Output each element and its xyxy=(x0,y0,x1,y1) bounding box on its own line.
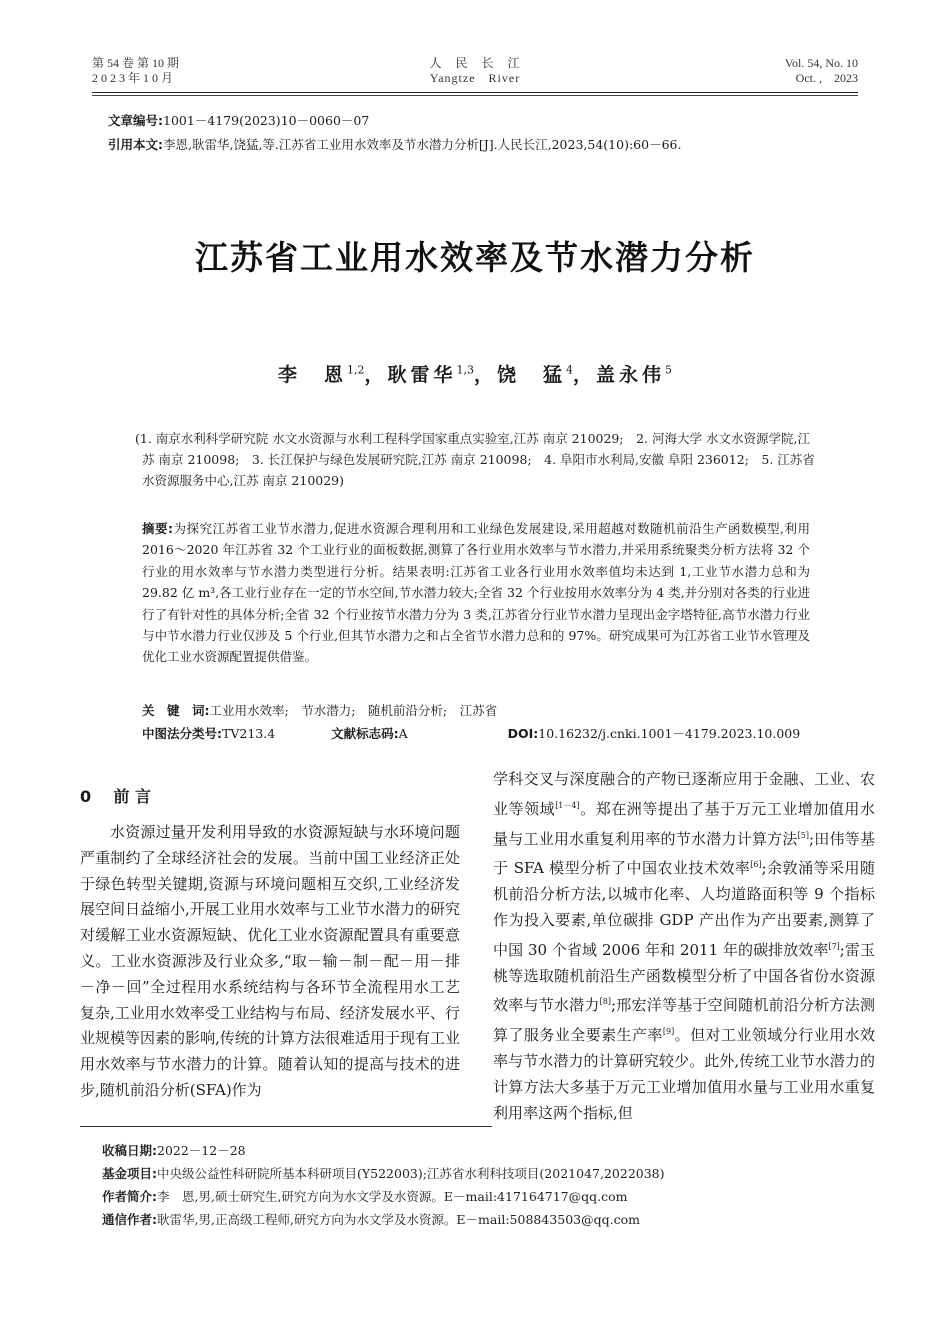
keywords xyxy=(142,701,810,719)
received-date xyxy=(102,1143,246,1159)
body-text: ;田伟等基于 SFA 模型分析了中国农业技术效率 xyxy=(493,829,875,878)
body-text: ;雷玉桃等选取随机前沿生产函数模型分析了中国各省份水资源效率与节水潜力 xyxy=(493,940,875,1015)
received-value: 2022－12－28 xyxy=(157,1143,246,1158)
abstract xyxy=(142,518,810,668)
author-separator: ， xyxy=(364,364,388,386)
citation xyxy=(108,137,681,153)
section-heading xyxy=(80,784,151,807)
issue-date-en: Oct. , 2023 xyxy=(795,71,858,85)
affiliations: (1. 南京水利科学研究院 水文水资源与水利工程科学国家重点实验室,江苏 南京 210029; 2. 河海大学 水文水资源学院,江苏 南京 210098; 3. 长江保护与绿色发展研究院,江苏 南京 210098; 4. 阜阳市水利局,安徽 阜阳 236012; 5. 江苏省水资源服务中心,江苏 南京 210029) xyxy=(135,431,815,488)
corresponding-label: 通信作者: xyxy=(102,1212,157,1227)
abstract-label: 摘要: xyxy=(142,521,173,536)
doc-code-value: A xyxy=(398,726,408,741)
article-number-label: 文章编号: xyxy=(108,113,163,128)
citation-value: 李恩,耿雷华,饶猛,等.江苏省工业用水效率及节水潜力分析[J].人民长江,2023,54(10):60－66. xyxy=(163,137,682,152)
author-separator: ， xyxy=(573,364,597,386)
author-name: 饶 猛 xyxy=(497,364,567,386)
body-text: ;余敦涌等采用随机前沿分析方法,以城市化率、人均道路面积等 9 个指标作为投入要素,单位碳排 GDP 产出作为产出要素,测算了中国 30 个省域 2006 年和 2011 年的碳排放效率 xyxy=(493,859,875,959)
author-affil: 1,2 xyxy=(346,363,365,377)
abstract-text: 为探究江苏省工业节水潜力,促进水资源合理利用和工业绿色发展建设,采用超越对数随机前沿生产函数模型,利用 2016～2020 年江苏省 32 个工业行业的面板数据,测算了各行业用水效率与节水潜力,并采用系统聚类分析方法将 32 个行业的用水效率与节水潜力类型进行分析。结果表明:江苏省工业各行业用水效率值均未达到 1,工业节水潜力总和为 29.82 亿 m³,各工业行业存在一定的节水空间,节水潜力较大;全省 32 个行业按用水效率分为 4 类,并分别对各类的行业进行了有针对性的具体分析;全省 32 个行业按节水潜力分为 3 类,江苏省分行业节水潜力呈现出金字塔特征,高节水潜力行业与中节水潜力行业仅涉及 5 个行业,但其节水潜力之和占全省节水潜力总和的 97%。研究成果可为江苏省工业节水管理及优化工业水资源配置提供借鉴。 xyxy=(142,521,810,665)
fund-value: 中央级公益性科研院所基本科研项目(Y522003);江苏省水利科技项目(2021047,2022038) xyxy=(157,1166,665,1181)
body-right-column xyxy=(493,767,875,1126)
body-left-column: 水资源过量开发利用导致的水资源短缺与水环境问题严重制约了全球经济社会的发展。当前中国工业经济正处于绿色转型关键期,资源与环境问题相互交织,工业经济发展空间日益缩小,开展工业用水效率与工业节水潜力的研究对缓解工业水资源短缺、优化工业水资源配置具有重要意义。工业水资源涉及行业众多,“取－输－制－配－用－排－净－回”全过程用水系统结构与各环节全流程用水工艺复杂,工业用水效率受工业结构与布局、经济发展水平、行业规模等因素的影响,传统的计算方法很难适用于现有工业用水效率与节水潜力的计算。随着认知的提高与技术的进步,随机前沿分析(SFA)作为 xyxy=(80,823,460,1099)
clc-value: TV213.4 xyxy=(222,726,276,741)
author-name: 盖永伟 xyxy=(596,364,666,386)
doc-code-label: 文献标志码: xyxy=(331,726,399,741)
section-title: 前 言 xyxy=(113,787,151,806)
header-rule-thin xyxy=(92,95,858,96)
volume-issue-en: Vol. 54, No. 10 xyxy=(784,56,858,70)
author-list xyxy=(92,360,858,387)
journal-issue xyxy=(92,56,292,86)
body-text: 。但对工业领域分行业用水效率与节水潜力的计算研究较少。此外,传统工业节水潜力的计算方法大多基于万元工业增加值用水量与工业用水重复利用率这两个指标,但 xyxy=(493,1026,875,1122)
received-label: 收稿日期: xyxy=(102,1143,157,1158)
journal-name-cn: 人 民 长 江 xyxy=(429,56,521,70)
author-bio-value: 李 恩,男,硕士研究生,研究方向为水文学及水资源。E－mail:417164717@qq.com xyxy=(157,1189,628,1204)
reference-marker: [7] xyxy=(828,941,840,951)
reference-marker: [8] xyxy=(599,997,611,1007)
article-number-value: 1001－4179(2023)10－0060－07 xyxy=(163,113,370,128)
author-name: 耿雷华 xyxy=(387,364,457,386)
body-text: 学科交叉与深度融合的产物已逐渐应用于金融、工业、农业等领域 xyxy=(493,770,875,818)
body-text: ;邢宏洋等基于空间随机前沿分析方法测算了服务业全要素生产率 xyxy=(493,996,875,1045)
author-name: 李 恩 xyxy=(277,364,347,386)
reference-marker: [5] xyxy=(797,830,809,840)
issue-date: 2 0 2 3 年 1 0 月 xyxy=(92,71,174,85)
doi-label: DOI: xyxy=(507,726,539,741)
reference-marker: [9] xyxy=(662,1027,675,1037)
author-bio-label: 作者简介: xyxy=(102,1189,157,1204)
keywords-value: 工业用水效率; 节水潜力; 随机前沿分析; 江苏省 xyxy=(209,703,498,718)
fund-label: 基金项目: xyxy=(102,1166,157,1181)
reference-marker: [1－4] xyxy=(555,800,580,810)
reference-marker: [6] xyxy=(750,860,762,870)
corresponding-value: 耿雷华,男,正高级工程师,研究方向为水文学及水资源。E－mail:508843503@qq.com xyxy=(157,1212,640,1227)
keywords-label: 关 键 词: xyxy=(142,703,210,718)
body-text: 。郑在洲等提出了基于万元工业增加值用水量与工业用水重复利用率的节水潜力计算方法 xyxy=(493,799,875,848)
clc-label: 中图法分类号: xyxy=(142,726,222,741)
author-bio xyxy=(102,1189,628,1205)
author-separator: ， xyxy=(473,364,497,386)
citation-label: 引用本文: xyxy=(108,137,163,152)
journal-issue-en xyxy=(658,56,858,86)
volume-issue: 第 54 卷 第 10 期 xyxy=(92,56,180,70)
footnote-rule xyxy=(80,1126,492,1127)
journal-name xyxy=(335,56,615,86)
header-rule xyxy=(92,92,858,93)
fund-info xyxy=(102,1166,665,1182)
author-affil: 4 xyxy=(566,363,574,377)
article-number xyxy=(108,113,369,129)
author-affil: 1,3 xyxy=(456,363,474,377)
author-affil: 5 xyxy=(665,363,673,377)
corresponding-author xyxy=(102,1212,640,1228)
classification-line xyxy=(142,724,810,742)
doi-value: 10.16232/j.cnki.1001－4179.2023.10.009 xyxy=(538,726,801,741)
journal-name-en: Yangtze River xyxy=(429,71,521,85)
paper-title: 江苏省工业用水效率及节水潜力分析 xyxy=(195,238,755,277)
section-number: 0 xyxy=(80,787,92,806)
